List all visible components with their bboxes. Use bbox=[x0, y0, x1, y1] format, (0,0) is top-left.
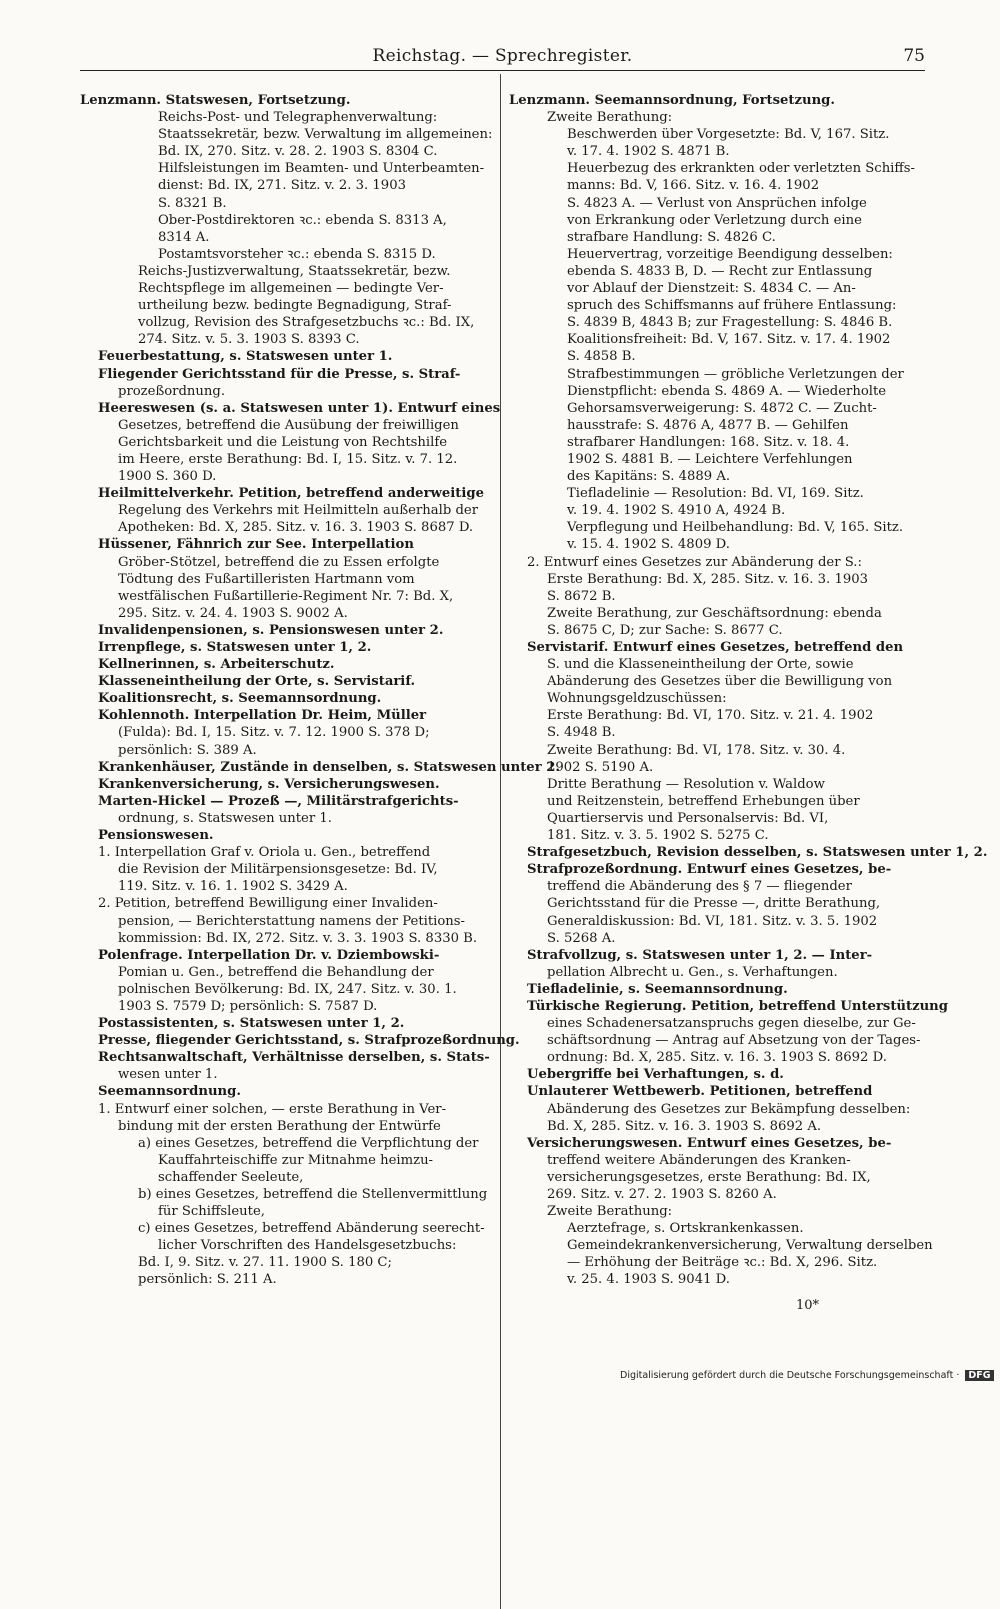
index-entry-line: pellation Albrecht u. Gen., s. Verhaftungen. bbox=[547, 964, 838, 980]
index-entry-line: Gemeindekrankenversicherung, Verwaltung derselben bbox=[567, 1238, 933, 1254]
index-entry-heading: Postassistenten, s. Statswesen unter 1, 2. bbox=[98, 1016, 405, 1032]
index-entry-heading: Marten-Hickel — Prozeß —, Militärstrafgerichts- bbox=[98, 793, 459, 809]
index-entry-line: Tödtung des Fußartilleristen Hartmann vom bbox=[118, 571, 415, 587]
column-divider bbox=[500, 74, 501, 1609]
index-entry-line: c) eines Gesetzes, betreffend Abänderung seerecht- bbox=[138, 1221, 485, 1237]
page-title: Reichstag. — Sprechregister. bbox=[372, 46, 633, 66]
index-entry-line: strafbare Handlung: S. 4826 C. bbox=[567, 229, 776, 245]
index-entry-heading: Feuerbestattung, s. Statswesen unter 1. bbox=[98, 349, 393, 365]
index-entry-line: licher Vorschriften des Handelsgesetzbuchs: bbox=[158, 1238, 457, 1254]
index-entry-line: Gehorsamsverweigerung: S. 4872 C. — Zucht- bbox=[567, 400, 877, 416]
index-entry-line: 1902 S. 4881 B. — Leichtere Verfehlungen bbox=[567, 451, 853, 467]
index-entry-line: S. 8675 C, D; zur Sache: S. 8677 C. bbox=[547, 622, 783, 638]
index-entry-heading: Klasseneintheilung der Orte, s. Servistarif. bbox=[98, 674, 416, 690]
index-entry-line: v. 15. 4. 1902 S. 4809 D. bbox=[567, 537, 730, 553]
index-entry-line: b) eines Gesetzes, betreffend die Stellenvermittlung bbox=[138, 1187, 488, 1202]
index-entry-line: ebenda S. 4833 B, D. — Recht zur Entlassung bbox=[567, 263, 873, 279]
index-entry-line: von Erkrankung oder Verletzung durch eine bbox=[567, 212, 862, 228]
right-column bbox=[509, 92, 988, 1289]
index-entry-line: 295. Sitz. v. 24. 4. 1903 S. 9002 A. bbox=[118, 605, 348, 621]
index-entry-line: v. 17. 4. 1902 S. 4871 B. bbox=[567, 144, 730, 160]
index-entry-line: des Kapitäns: S. 4889 A. bbox=[567, 469, 731, 485]
index-entry-line: Heuerbezug des erkrankten oder verletzten Schiffs- bbox=[567, 161, 915, 177]
index-entry-line: S. 4839 B, 4843 B; zur Fragestellung: S. 4846 B. bbox=[567, 315, 893, 331]
index-entry-heading: Lenzmann. Seemannsordnung, Fortsetzung. bbox=[509, 93, 835, 108]
index-entry-line: für Schiffsleute, bbox=[158, 1204, 265, 1220]
index-entry-line: Erste Berathung: Bd. X, 285. Sitz. v. 16. 3. 1903 bbox=[547, 571, 869, 587]
index-entry-line: 1. Entwurf einer solchen, — erste Berathung in Ver- bbox=[98, 1101, 447, 1117]
index-entry-line: v. 19. 4. 1902 S. 4910 A, 4924 B. bbox=[567, 503, 786, 519]
index-entry-heading: Türkische Regierung. Petition, betreffend Unterstützung bbox=[527, 998, 948, 1014]
index-entry-heading: Kellnerinnen, s. Arbeiterschutz. bbox=[98, 657, 335, 673]
index-entry-line: 269. Sitz. v. 27. 2. 1903 S. 8260 A. bbox=[547, 1187, 777, 1202]
index-entry-line: Strafbestimmungen — gröbliche Verletzungen der bbox=[567, 366, 904, 382]
index-entry-heading: Presse, fliegender Gerichtsstand, s. Strafprozeßordnung. bbox=[98, 1033, 520, 1049]
index-entry-line: a) eines Gesetzes, betreffend die Verpflichtung der bbox=[138, 1135, 479, 1151]
index-entry-heading: Heereswesen (s. a. Statswesen unter 1). Entwurf eines bbox=[98, 400, 501, 416]
index-entry-line: persönlich: S. 211 A. bbox=[138, 1272, 277, 1288]
index-entry-heading: Lenzmann. Statswesen, Fortsetzung. bbox=[80, 93, 351, 108]
index-entry-line: Tiefladelinie — Resolution: Bd. VI, 169. Sitz. bbox=[567, 486, 864, 502]
index-entry-line: Generaldiskussion: Bd. VI, 181. Sitz. v. 3. 5. 1902 bbox=[547, 913, 878, 929]
index-entry-line: Reichs-Post- und Telegraphenverwaltung: bbox=[158, 110, 438, 126]
index-entry-line: S. 5268 A. bbox=[547, 930, 616, 946]
index-entry-line: Heuervertrag, vorzeitige Beendigung desselben: bbox=[567, 246, 893, 262]
index-entry-line: vor Ablauf der Dienstzeit: S. 4834 C. — An- bbox=[567, 281, 856, 297]
index-entry-line: eines Schadenersatzanspruchs gegen dieselbe, zur Ge- bbox=[547, 1016, 916, 1032]
index-entry-line: Regelung des Verkehrs mit Heilmitteln außerhalb der bbox=[118, 503, 479, 519]
index-entry-heading: Servistarif. Entwurf eines Gesetzes, betreffend den bbox=[527, 640, 904, 655]
index-entry-line: Abänderung des Gesetzes zur Bekämpfung desselben: bbox=[547, 1101, 911, 1117]
index-entry-line: Reichs-Justizverwaltung, Staatssekretär, bezw. bbox=[138, 263, 451, 279]
index-entry-line: S. 8321 B. bbox=[158, 195, 227, 211]
index-entry-line: Pomian u. Gen., betreffend die Behandlung der bbox=[118, 964, 434, 980]
index-entry-heading: Polenfrage. Interpellation Dr. v. Dziembowski- bbox=[98, 947, 440, 963]
index-entry-heading: Strafgesetzbuch, Revision desselben, s. Statswesen unter 1, 2. bbox=[527, 845, 988, 861]
index-entry-line: Postamtsvorsteher ꝛc.: ebenda S. 8315 D. bbox=[158, 246, 436, 262]
index-entry-line: Aerztefrage, s. Ortskrankenkassen. bbox=[567, 1221, 804, 1237]
index-entry-line: ordnung: Bd. X, 285. Sitz. v. 16. 3. 1903 S. 8692 D. bbox=[547, 1050, 887, 1066]
index-entry-heading: Rechtsanwaltschaft, Verhältnisse derselben, s. Stats- bbox=[98, 1050, 490, 1066]
index-entry-line: schaffender Seeleute, bbox=[158, 1169, 304, 1185]
index-entry-line: und Reitzenstein, betreffend Erhebungen über bbox=[547, 793, 860, 809]
dfg-logo: DFG bbox=[965, 1370, 993, 1381]
index-entry-line: Zweite Berathung: bbox=[547, 1204, 673, 1220]
index-entry-line: die Revision der Militärpensionsgesetze: Bd. IV, bbox=[118, 862, 438, 878]
page-header bbox=[80, 46, 925, 70]
index-entry-line: Hilfsleistungen im Beamten- und Unterbeamten- bbox=[158, 161, 485, 177]
index-entry-line: Quartierservis und Personalservis: Bd. VI, bbox=[547, 810, 829, 826]
index-entry-line: 2. Entwurf eines Gesetzes zur Abänderung der S.: bbox=[527, 554, 862, 570]
index-entry-line: Abänderung des Gesetzes über die Bewilligung von bbox=[547, 674, 893, 690]
index-entry-heading: Strafvollzug, s. Statswesen unter 1, 2. — Inter- bbox=[527, 947, 873, 963]
index-entry-line: Zweite Berathung, zur Geschäftsordnung: ebenda bbox=[547, 605, 882, 621]
index-entry-line: urtheilung bezw. bedingte Begnadigung, Straf- bbox=[138, 298, 452, 314]
index-entry-line: 2. Petition, betreffend Bewilligung einer Invaliden- bbox=[98, 896, 438, 912]
index-entry-line: 1903 S. 7579 D; persönlich: S. 7587 D. bbox=[118, 998, 378, 1014]
index-entry-line: Koalitionsfreiheit: Bd. V, 167. Sitz. v. 17. 4. 1902 bbox=[567, 332, 891, 348]
index-entry-line: Zweite Berathung: Bd. VI, 178. Sitz. v. 30. 4. bbox=[547, 742, 846, 758]
index-entry-line: S. 4858 B. bbox=[567, 349, 636, 365]
index-entry-line: dienst: Bd. IX, 271. Sitz. v. 2. 3. 1903 bbox=[158, 178, 406, 194]
index-entry-line: Ober-Postdirektoren ꝛc.: ebenda S. 8313 A, bbox=[158, 212, 447, 228]
index-entry-line: 1902 S. 5190 A. bbox=[547, 759, 654, 775]
index-entry-line: Bd. I, 9. Sitz. v. 27. 11. 1900 S. 180 C; bbox=[138, 1255, 392, 1271]
index-entry-line: 8314 A. bbox=[158, 229, 210, 245]
index-entry-heading: Koalitionsrecht, s. Seemannsordnung. bbox=[98, 691, 382, 707]
index-entry-line: im Heere, erste Berathung: Bd. I, 15. Sitz. v. 7. 12. bbox=[118, 451, 458, 467]
index-entry-heading: Seemannsordnung. bbox=[98, 1084, 241, 1100]
index-entry-line: S. und die Klasseneintheilung der Orte, sowie bbox=[547, 657, 854, 673]
index-entry-line: (Fulda): Bd. I, 15. Sitz. v. 7. 12. 1900 S. 378 D; bbox=[118, 725, 430, 741]
index-entry-line: manns: Bd. V, 166. Sitz. v. 16. 4. 1902 bbox=[567, 178, 820, 194]
index-entry-line: Dienstpflicht: ebenda S. 4869 A. — Wiederholte bbox=[567, 383, 887, 399]
index-entry-line: polnischen Bevölkerung: Bd. IX, 247. Sitz. v. 30. 1. bbox=[118, 981, 457, 997]
index-entry-line: Bd. IX, 270. Sitz. v. 28. 2. 1903 S. 8304 C. bbox=[158, 144, 438, 160]
index-entry-line: Bd. X, 285. Sitz. v. 16. 3. 1903 S. 8692 A. bbox=[547, 1118, 822, 1134]
index-entry-line: pension, — Berichterstattung namens der Petitions- bbox=[118, 913, 466, 929]
index-entry-line: Zweite Berathung: bbox=[547, 110, 673, 126]
index-entry-line: strafbarer Handlungen: 168. Sitz. v. 18. 4. bbox=[567, 434, 850, 450]
index-entry-line: spruch des Schiffsmanns auf frühere Entlassung: bbox=[567, 298, 897, 314]
index-entry-heading: Strafprozeßordnung. Entwurf eines Gesetzes, be- bbox=[527, 862, 892, 878]
index-entry-line: Staatssekretär, bezw. Verwaltung im allgemeinen: bbox=[158, 127, 493, 143]
index-entry-heading: Krankenhäuser, Zustände in denselben, s. Statswesen unter 2. bbox=[98, 759, 561, 775]
index-entry-line: persönlich: S. 389 A. bbox=[118, 742, 257, 758]
index-entry-line: Gesetzes, betreffend die Ausübung der freiwilligen bbox=[118, 417, 459, 433]
index-entry-heading: Fliegender Gerichtsstand für die Presse, s. Straf- bbox=[98, 366, 461, 382]
index-entry-heading: Heilmittelverkehr. Petition, betreffend anderweitige bbox=[98, 486, 484, 502]
index-entry-line: Beschwerden über Vorgesetzte: Bd. V, 167. Sitz. bbox=[567, 127, 890, 143]
index-entry-heading: Irrenpflege, s. Statswesen unter 1, 2. bbox=[98, 640, 372, 655]
index-entry-heading: Invalidenpensionen, s. Pensionswesen unter 2. bbox=[98, 622, 444, 638]
index-entry-line: vollzug, Revision des Strafgesetzbuchs ꝛc.: Bd. IX, bbox=[138, 315, 475, 331]
index-entry-line: treffend die Abänderung des § 7 — fliegender bbox=[547, 879, 852, 895]
index-entry-line: Verpflegung und Heilbehandlung: Bd. V, 165. Sitz. bbox=[567, 520, 904, 536]
index-entry-line: schäftsordnung — Antrag auf Absetzung von der Tages- bbox=[547, 1033, 921, 1049]
index-entry-line: 274. Sitz. v. 5. 3. 1903 S. 8393 C. bbox=[138, 332, 360, 348]
index-entry-line: prozeßordnung. bbox=[118, 383, 226, 399]
index-entry-line: v. 25. 4. 1903 S. 9041 D. bbox=[567, 1272, 730, 1288]
index-entry-line: Dritte Berathung — Resolution v. Waldow bbox=[547, 776, 825, 792]
index-entry-heading: Hüssener, Fähnrich zur See. Interpellation bbox=[98, 537, 414, 553]
index-entry-line: — Erhöhung der Beiträge ꝛc.: Bd. X, 296. Sitz. bbox=[567, 1255, 878, 1271]
index-entry-heading: Pensionswesen. bbox=[98, 828, 214, 844]
footer-text: Digitalisierung gefördert durch die Deutsche Forschungsgemeinschaft · bbox=[620, 1370, 960, 1381]
index-entry-heading: Tiefladelinie, s. Seemannsordnung. bbox=[527, 981, 788, 997]
index-entry-line: 119. Sitz. v. 16. 1. 1902 S. 3429 A. bbox=[118, 879, 348, 895]
index-entry-line: wesen unter 1. bbox=[118, 1067, 218, 1083]
index-entry-line: S. 4948 B. bbox=[547, 725, 616, 741]
index-entry-line: Gerichtsbarkeit und die Leistung von Rechtshilfe bbox=[118, 434, 448, 450]
index-entry-line: Rechtspflege im allgemeinen — bedingte Ver- bbox=[138, 281, 444, 297]
index-entry-line: kommission: Bd. IX, 272. Sitz. v. 3. 3. 1903 S. 8330 B. bbox=[118, 930, 478, 946]
index-entry-line: 1. Interpellation Graf v. Oriola u. Gen., betreffend bbox=[98, 845, 431, 861]
page-number: 75 bbox=[903, 46, 925, 66]
index-entry-line: bindung mit der ersten Berathung der Entwürfe bbox=[118, 1118, 441, 1134]
index-entry-line: Gröber-Stötzel, betreffend die zu Essen erfolgte bbox=[118, 554, 440, 570]
index-entry-line: westfälischen Fußartillerie-Regiment Nr. 7: Bd. X, bbox=[118, 588, 454, 604]
index-entry-line: Wohnungsgeldzuschüssen: bbox=[547, 691, 727, 707]
index-entry-line: Erste Berathung: Bd. VI, 170. Sitz. v. 21. 4. 1902 bbox=[547, 708, 874, 724]
index-entry-line: ordnung, s. Statswesen unter 1. bbox=[118, 810, 332, 826]
index-entry-line: S. 4823 A. — Verlust von Ansprüchen infolge bbox=[567, 195, 867, 211]
index-entry-line: Apotheken: Bd. X, 285. Sitz. v. 16. 3. 1903 S. 8687 D. bbox=[118, 520, 474, 536]
index-entry-line: versicherungsgesetzes, erste Berathung: Bd. IX, bbox=[547, 1169, 871, 1185]
index-entry-line: hausstrafe: S. 4876 A, 4877 B. — Gehilfen bbox=[567, 417, 849, 433]
index-entry-heading: Uebergriffe bei Verhaftungen, s. d. bbox=[527, 1067, 784, 1083]
footer-credit bbox=[620, 1370, 994, 1381]
index-entry-line: 1900 S. 360 D. bbox=[118, 469, 217, 485]
index-entry-heading: Krankenversicherung, s. Versicherungswesen. bbox=[98, 776, 440, 792]
index-entry-line: Kauffahrteischiffe zur Mitnahme heimzu- bbox=[158, 1152, 434, 1168]
index-entry-heading: Unlauterer Wettbewerb. Petitionen, betreffend bbox=[527, 1084, 873, 1100]
index-entry-line: Gerichtsstand für die Presse —, dritte Berathung, bbox=[547, 896, 881, 912]
index-entry-line: treffend weitere Abänderungen des Kranken- bbox=[547, 1152, 851, 1168]
signature-mark: 10* bbox=[796, 1298, 820, 1313]
left-column bbox=[80, 92, 561, 1289]
index-entry-heading: Kohlennoth. Interpellation Dr. Heim, Müller bbox=[98, 708, 427, 724]
header-rule bbox=[80, 70, 925, 71]
index-entry-line: 181. Sitz. v. 3. 5. 1902 S. 5275 C. bbox=[547, 828, 769, 844]
index-entry-line: S. 8672 B. bbox=[547, 588, 616, 604]
index-entry-heading: Versicherungswesen. Entwurf eines Gesetzes, be- bbox=[527, 1135, 892, 1151]
